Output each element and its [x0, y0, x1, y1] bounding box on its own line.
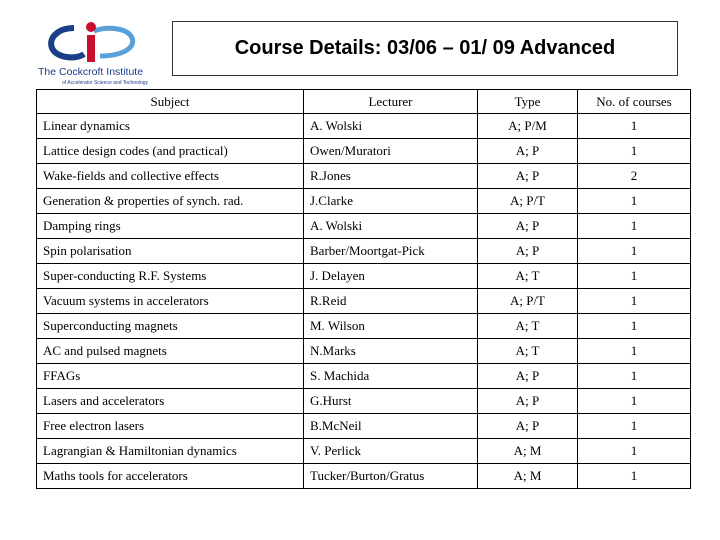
type-cell: A; P — [478, 364, 578, 389]
subject-cell: Lagrangian & Hamiltonian dynamics — [37, 439, 304, 464]
type-cell: A; M — [478, 439, 578, 464]
table-row — [37, 464, 691, 489]
subject-cell: Lattice design codes (and practical) — [37, 139, 304, 164]
count-cell: 1 — [578, 264, 691, 289]
table-row — [37, 164, 691, 189]
count-cell: 1 — [578, 139, 691, 164]
type-cell: A; P — [478, 239, 578, 264]
type-cell: A; T — [478, 314, 578, 339]
count-cell: 2 — [578, 164, 691, 189]
type-cell: A; M — [478, 464, 578, 489]
lecturer-cell: Owen/Muratori — [304, 139, 478, 164]
table-row — [37, 439, 691, 464]
subject-cell: Super-conducting R.F. Systems — [37, 264, 304, 289]
table-row — [37, 314, 691, 339]
count-cell: 1 — [578, 314, 691, 339]
header-count: No. of courses — [578, 90, 691, 114]
table-header-row — [37, 90, 691, 114]
lecturer-cell: G.Hurst — [304, 389, 478, 414]
table-row — [37, 139, 691, 164]
header-subject: Subject — [37, 90, 304, 114]
subject-cell: Superconducting magnets — [37, 314, 304, 339]
count-cell: 1 — [578, 439, 691, 464]
lecturer-cell: A. Wolski — [304, 114, 478, 139]
table-row — [37, 264, 691, 289]
subject-cell: AC and pulsed magnets — [37, 339, 304, 364]
lecturer-cell: R.Jones — [304, 164, 478, 189]
course-table — [36, 89, 691, 489]
count-cell: 1 — [578, 389, 691, 414]
subject-cell: Wake-fields and collective effects — [37, 164, 304, 189]
count-cell: 1 — [578, 464, 691, 489]
subject-cell: FFAGs — [37, 364, 304, 389]
type-cell: A; T — [478, 264, 578, 289]
header-lecturer: Lecturer — [304, 90, 478, 114]
lecturer-cell: N.Marks — [304, 339, 478, 364]
type-cell: A; P/M — [478, 114, 578, 139]
lecturer-cell: V. Perlick — [304, 439, 478, 464]
type-cell: A; P — [478, 139, 578, 164]
lecturer-cell: S. Machida — [304, 364, 478, 389]
subject-cell: Damping rings — [37, 214, 304, 239]
count-cell: 1 — [578, 289, 691, 314]
lecturer-cell: B.McNeil — [304, 414, 478, 439]
lecturer-cell: A. Wolski — [304, 214, 478, 239]
subject-cell: Lasers and accelerators — [37, 389, 304, 414]
type-cell: A; P — [478, 214, 578, 239]
count-cell: 1 — [578, 364, 691, 389]
cockcroft-emblem-icon — [36, 18, 160, 68]
count-cell: 1 — [578, 339, 691, 364]
lecturer-cell: J.Clarke — [304, 189, 478, 214]
count-cell: 1 — [578, 239, 691, 264]
type-cell: A; P — [478, 389, 578, 414]
table-row — [37, 214, 691, 239]
type-cell: A; P/T — [478, 189, 578, 214]
count-cell: 1 — [578, 189, 691, 214]
logo-institute-name: The Cockcroft Institute — [38, 66, 144, 78]
lecturer-cell: J. Delayen — [304, 264, 478, 289]
type-cell: A; P — [478, 164, 578, 189]
page-title: Course Details: 03/06 – 01/ 09 Advanced — [172, 21, 678, 76]
count-cell: 1 — [578, 414, 691, 439]
cockcroft-logo — [36, 18, 160, 90]
table-row — [37, 339, 691, 364]
count-cell: 1 — [578, 114, 691, 139]
count-cell: 1 — [578, 214, 691, 239]
table-row — [37, 289, 691, 314]
subject-cell: Spin polarisation — [37, 239, 304, 264]
table-row — [37, 114, 691, 139]
header-type: Type — [478, 90, 578, 114]
logo-tagline: of Accelerator Science and Technology — [62, 80, 149, 86]
subject-cell: Generation & properties of synch. rad. — [37, 189, 304, 214]
lecturer-cell: R.Reid — [304, 289, 478, 314]
lecturer-cell: Barber/Moortgat-Pick — [304, 239, 478, 264]
table-row — [37, 414, 691, 439]
type-cell: A; P — [478, 414, 578, 439]
subject-cell: Linear dynamics — [37, 114, 304, 139]
type-cell: A; P/T — [478, 289, 578, 314]
table-row — [37, 364, 691, 389]
table-row — [37, 239, 691, 264]
lecturer-cell: Tucker/Burton/Gratus — [304, 464, 478, 489]
type-cell: A; T — [478, 339, 578, 364]
table-row — [37, 189, 691, 214]
subject-cell: Vacuum systems in accelerators — [37, 289, 304, 314]
table-row — [37, 389, 691, 414]
lecturer-cell: M. Wilson — [304, 314, 478, 339]
subject-cell: Free electron lasers — [37, 414, 304, 439]
subject-cell: Maths tools for accelerators — [37, 464, 304, 489]
